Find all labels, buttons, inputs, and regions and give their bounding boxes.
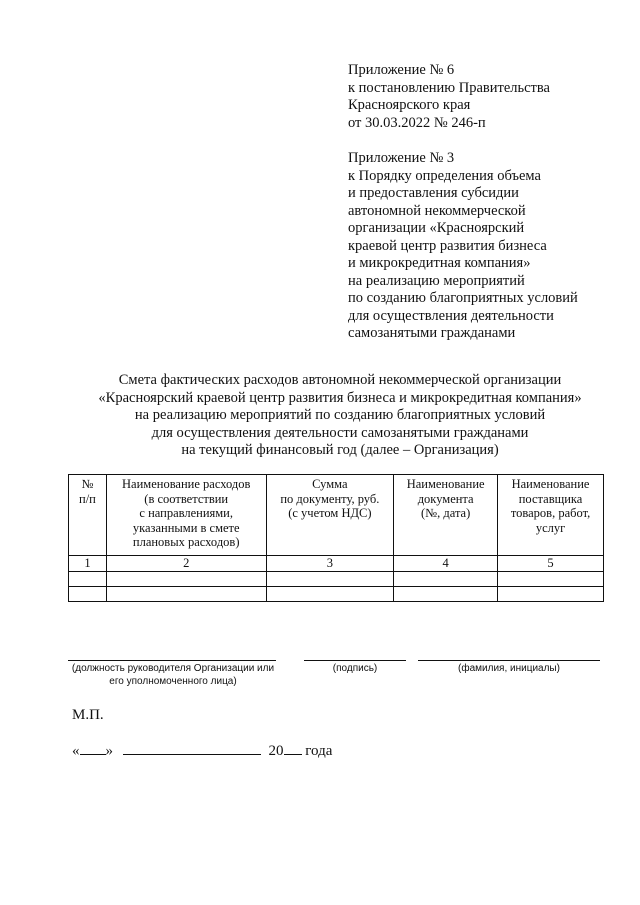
column-number-cell: 2 <box>106 556 266 572</box>
annex-line: по созданию благоприятных условий <box>348 290 578 306</box>
annex-line: к Порядку определения объема <box>348 167 541 184</box>
table-header-row <box>69 475 604 556</box>
table-cell[interactable] <box>394 586 498 601</box>
annex-6-header <box>348 62 550 132</box>
table-number-row <box>69 556 604 572</box>
open-quote: « <box>72 743 80 759</box>
year-suffix: года <box>305 743 333 759</box>
signature-caption: (подпись) <box>332 663 378 674</box>
position-line <box>68 660 276 661</box>
table-cell[interactable] <box>498 571 604 586</box>
title-line: на реализацию мероприятий по созданию благоприятных условий <box>134 407 546 423</box>
column-number-cell: 4 <box>394 556 498 572</box>
column-number-cell: 5 <box>498 556 604 572</box>
title-line: для осуществления деятельности самозанятыми гражданами <box>151 424 529 441</box>
annex-line: организации «Красноярский <box>348 220 525 236</box>
year-blank[interactable] <box>284 740 302 755</box>
column-number-cell: 3 <box>266 556 394 572</box>
header-document: Наименование документа (№, дата) <box>394 475 498 556</box>
annex-line: Приложение № 3 <box>348 150 455 166</box>
signature-line <box>304 660 406 661</box>
annex-line: Красноярского края <box>348 97 471 113</box>
date-line <box>72 740 332 760</box>
annex-line: для осуществления деятельности <box>348 307 554 324</box>
header-number: № п/п <box>69 475 107 556</box>
document-title <box>40 372 640 460</box>
annex-line: самозанятыми гражданами <box>348 325 516 341</box>
table-cell[interactable] <box>69 571 107 586</box>
annex-line: от 30.03.2022 № 246-п <box>348 114 486 131</box>
table-cell[interactable] <box>69 586 107 601</box>
table-cell[interactable] <box>106 571 266 586</box>
header-expense-name: Наименование расходов (в соответствии с направлениями, указанными в смете плановых расходов) <box>106 475 266 556</box>
annex-line: краевой центр развития бизнеса <box>348 237 547 254</box>
title-line: «Красноярский краевой центр развития бизнеса и микрокредитная компания» <box>98 389 582 406</box>
table-cell[interactable] <box>106 586 266 601</box>
day-blank[interactable] <box>80 740 106 755</box>
annex-line: Приложение № 6 <box>348 62 455 78</box>
name-line <box>418 660 600 661</box>
table-row <box>69 571 604 586</box>
close-quote: » <box>105 743 113 759</box>
title-line: Смета фактических расходов автономной некоммерческой организации <box>118 372 562 388</box>
table-cell[interactable] <box>498 586 604 601</box>
stamp-place-label: М.П. <box>72 707 104 723</box>
month-blank[interactable] <box>123 740 261 755</box>
annex-line: автономной некоммерческой <box>348 202 526 219</box>
table-cell[interactable] <box>394 571 498 586</box>
name-caption: (фамилия, инициалы) <box>458 663 560 674</box>
position-caption: (должность руководителя Организации или его уполномоченного лица) <box>71 663 275 687</box>
header-amount: Сумма по документу, руб. (с учетом НДС) <box>266 475 394 556</box>
annex-line: к постановлению Правительства <box>348 79 550 96</box>
table-row <box>69 586 604 601</box>
header-supplier: Наименование поставщика товаров, работ, услуг <box>498 475 604 556</box>
annex-line: и микрокредитная компания» <box>348 255 531 271</box>
title-line: на текущий финансовый год (далее – Организация) <box>181 442 499 458</box>
annex-line: на реализацию мероприятий <box>348 272 525 289</box>
estimate-table <box>68 474 604 602</box>
year-prefix: 20 <box>268 743 284 759</box>
annex-3-header <box>348 150 578 343</box>
table-cell[interactable] <box>266 586 394 601</box>
column-number-cell: 1 <box>69 556 107 572</box>
annex-line: и предоставления субсидии <box>348 185 519 201</box>
table-cell[interactable] <box>266 571 394 586</box>
